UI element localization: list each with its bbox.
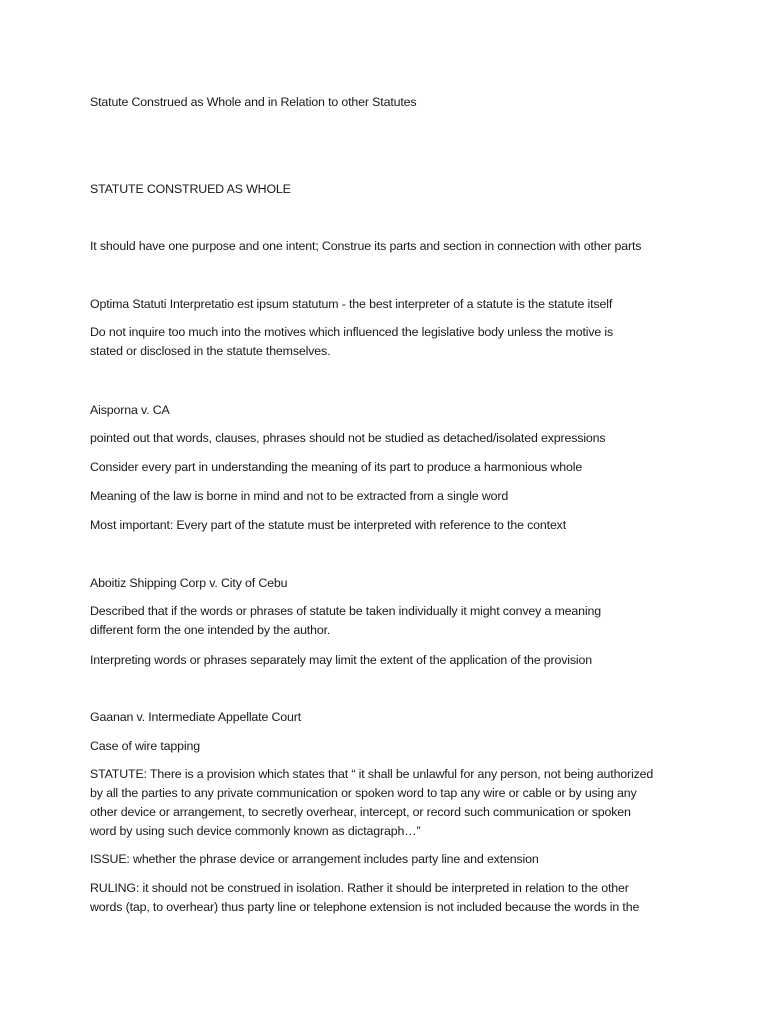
ruling-line: RULING: it should not be construed in isolation. Rather it should be interpreted in relation to the other — [90, 881, 629, 895]
statute-line: other device or arrangement, to secretly overhear, intercept, or record such communication or spoken — [90, 805, 631, 819]
ruling-line: words (tap, to overhear) thus party line or telephone extension is not included because the words in the — [90, 900, 640, 914]
case-point: Meaning of the law is borne in mind and not to be extracted from a single word — [90, 489, 509, 503]
statute-line: by all the parties to any private communication or spoken word to tap any wire or cable or by using any — [90, 786, 637, 800]
motives-line: Do not inquire too much into the motives which influenced the legislative body unless the motive is — [90, 325, 614, 339]
case-heading-aisporna: Aisporna v. CA — [90, 403, 170, 417]
case-heading-aboitiz: Aboitiz Shipping Corp v. City of Cebu — [90, 576, 288, 590]
described-line: different form the one intended by the author. — [90, 623, 331, 637]
document-title: Statute Construed as Whole and in Relation to other Statutes — [90, 95, 417, 109]
statute-line: word by using such device commonly known as dictagraph…” — [90, 824, 421, 838]
section-heading: STATUTE CONSTRUED AS WHOLE — [90, 182, 291, 196]
case-heading-gaanan: Gaanan v. Intermediate Appellate Court — [90, 710, 302, 724]
motives-line: stated or disclosed in the statute themselves. — [90, 344, 331, 358]
case-point: Most important: Every part of the statute must be interpreted with reference to the context — [90, 518, 567, 532]
motives-paragraph — [90, 323, 690, 361]
issue-paragraph: ISSUE: whether the phrase device or arrangement includes party line and extension — [90, 852, 539, 866]
aboitiz-described-paragraph — [90, 602, 690, 640]
ruling-paragraph — [90, 879, 690, 917]
statute-line: STATUTE: There is a provision which states that “ it shall be unlawful for any person, not being authorized — [90, 767, 654, 781]
case-point: Consider every part in understanding the meaning of its part to produce a harmonious whole — [90, 460, 583, 474]
maxim-paragraph: Optima Statuti Interpretatio est ipsum statutum - the best interpreter of a statute is the statute itself — [90, 297, 613, 311]
intro-paragraph: It should have one purpose and one intent; Construe its parts and section in connection with other parts — [90, 239, 642, 253]
case-subtitle: Case of wire tapping — [90, 739, 200, 753]
case-point: Interpreting words or phrases separately may limit the extent of the application of the provision — [90, 653, 592, 667]
described-line: Described that if the words or phrases of statute be taken individually it might convey a meaning — [90, 604, 601, 618]
case-point: pointed out that words, clauses, phrases should not be studied as detached/isolated expressions — [90, 431, 606, 445]
statute-paragraph — [90, 765, 690, 841]
